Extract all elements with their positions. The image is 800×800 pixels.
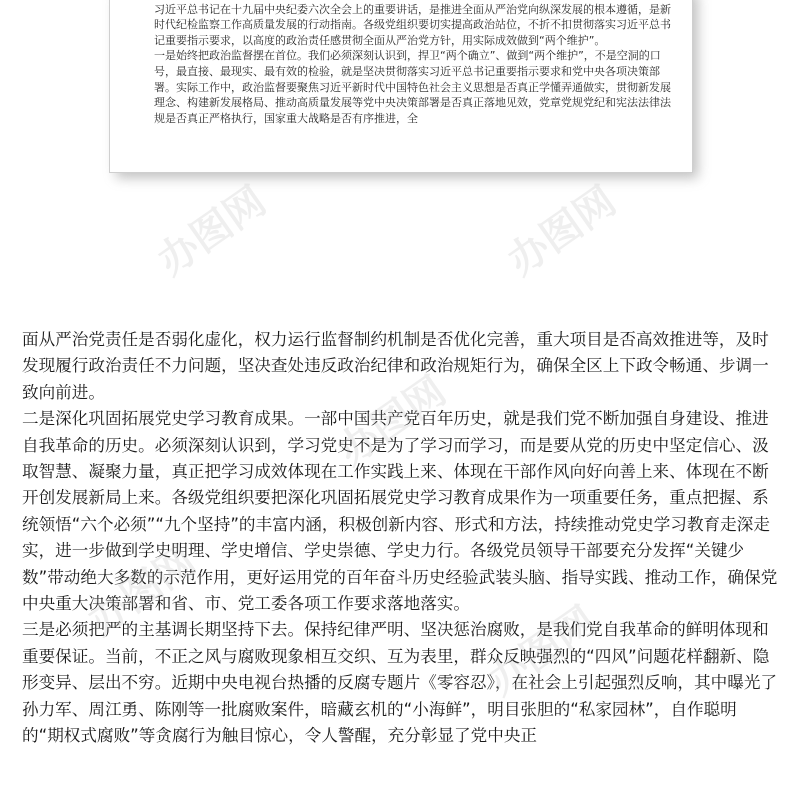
document-body <box>22 327 778 750</box>
watermark-2: 办图网 <box>499 178 625 285</box>
body-paragraph-2: 二是深化巩固拓展党史学习教育成果。一部中国共产党百年历史，就是我们党不断加强自身建设、推进自我革命的历史。必须深刻认识到，学习党史不是为了学习而学习，而是要从党的历史中坚定信心、汲取智慧、凝聚力量，真正把学习成效体现在工作实践上来、体现在干部作风向好向善上来、体现在不断开创发展新局上来。各级党组织要把深化巩固拓展党史学习教育成果作为一项重要任务，重点把握、系统领悟“六个必须”“九个坚持”的丰富内涵，积极创新内容、形式和方法，持续推动党史学习教育走深走实，进一步做到学史明理、学史增信、学史崇德、学史力行。各级党员领导干部要充分发挥“关键少数”带动绝大多数的示范作用，更好运用党的百年奋斗历史经验武装头脑、指导实践、推动工作，确保党中央重大决策部署和省、市、党工委各项工作要求落地落实。 <box>22 409 778 614</box>
card-content <box>154 0 674 126</box>
watermark-5: 办图网 <box>479 598 605 705</box>
watermark-4: 办图网 <box>79 538 205 645</box>
watermark-3: 办图网 <box>329 368 455 475</box>
body-paragraph-1: 面从严治党责任是否弱化虚化，权力运行监督制约机制是否优化完善，重大项目是否高效推进等，及时发现履行政治责任不力问题，坚决查处违反政治纪律和政治规矩行为，确保全区上下政令畅通、步调一致向前进。 <box>22 330 769 402</box>
card-paragraph-1: 习近平总书记在十九届中央纪委六次全会上的重要讲话，是推进全面从严治党向纵深发展的根本遵循，是新时代纪检监察工作高质量发展的行动指南。各级党组织要切实提高政治站位，不折不扣贯彻落实习近平总书记重要指示要求，以高度的政治责任感贯彻全面从严治党方针，用实际成效做到“两个维护”。 <box>154 2 671 47</box>
card-paragraph-2: 一是始终把政治监督摆在首位。我们必须深刻认识到，捍卫“两个确立”、做到“两个维护”，不是空洞的口号，最直接、最现实、最有效的检验，就是坚决贯彻落实习近平总书记重要指示要求和党中央各项决策部署。实际工作中，政治监督要聚焦习近平新时代中国特色社会主义思想是否真正学懂弄通做实，贯彻新发展理念、构建新发展格局、推动高质量发展等党中央决策部署是否真正落地见效，党章党规党纪和宪法法律法规是否真正严格执行，国家重大战略是否有序推进，全 <box>154 49 671 125</box>
card-page <box>110 0 692 172</box>
body-paragraph-3: 三是必须把严的主基调长期坚持下去。保持纪律严明、坚决惩治腐败，是我们党自我革命的鲜明体现和重要保证。当前，不正之风与腐败现象相互交织、互为表里，群众反映强烈的“四风”问题花样翻新、隐形变异、层出不穷。近期中央电视台热播的反腐专题片《零容忍》，在社会上引起强烈反响，其中曝光了孙力军、周江勇、陈刚等一批腐败案件，暗藏玄机的“小海鲜”，明目张胆的“私家园林”，自作聪明的“期权式腐败”等贪腐行为触目惊心，令人警醒，充分彰显了党中央正 <box>22 620 778 746</box>
document-preview-card <box>110 0 692 172</box>
watermark-1: 办图网 <box>149 178 275 285</box>
